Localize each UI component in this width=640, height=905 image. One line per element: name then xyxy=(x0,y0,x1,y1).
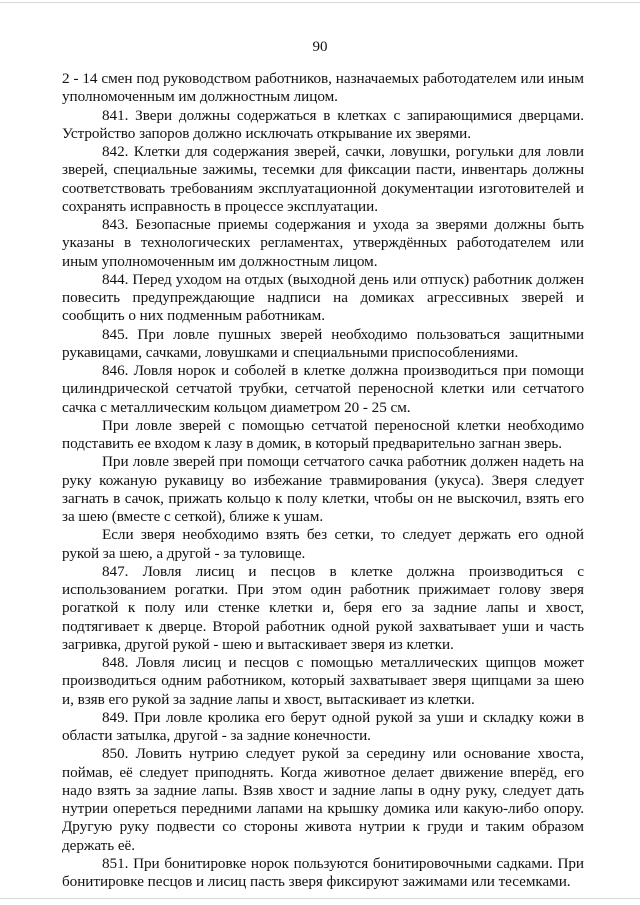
paragraph-847: 847. Ловля лисиц и песцов в клетке должна производиться с использованием рогатки. При этом один работник прижимает голову зверя рогаткой к полу или стенке клетки и, беря его за задние лапы и хвост, подтягивает к дверце. Второй работник одной рукой захватывает уши и часть загривка, другой рукой - шею и вытаскивает зверя из клетки. xyxy=(62,562,584,653)
paragraph-continuation: 2 - 14 смен под руководством работников, назначаемых работодателем или иным уполномоченным им должностным лицом. xyxy=(62,70,584,106)
paragraph-851: 851. При бонитировке норок пользуются бонитировочными садками. При бонитировке песцов и лисиц пасть зверя фиксируют зажимами или тесемками. xyxy=(62,854,584,890)
paragraph-841: 841. Звери должны содержаться в клетках с запирающимися дверцами. Устройство запоров должно исключать открывание их зверями. xyxy=(62,106,584,142)
paragraph-846-no-net: Если зверя необходимо взять без сетки, то следует держать его одной рукой за шею, а другой - за туловище. xyxy=(62,526,584,562)
scan-edge-bottom xyxy=(0,898,640,899)
paragraph-844: 844. Перед уходом на отдых (выходной день или отпуск) работник должен повесить предупреждающие надписи на домиках агрессивных зверей и сообщить о них подменным работникам. xyxy=(62,270,584,325)
document-body xyxy=(62,70,584,891)
paragraph-850: 850. Ловить нутрию следует рукой за середину или основание хвоста, поймав, её следует приподнять. Когда животное делает движение вперёд, его надо взять за задние лапы. Взяв хвост и задние лапы в одну руку, следует дать нутрии опереться передними лапами на крышку домика или какую-либо опору. Другую руку подвести со стороны живота нутрии к груди и таким образом держать её. xyxy=(62,745,584,854)
paragraph-842: 842. Клетки для содержания зверей, сачки, ловушки, рогульки для ловли зверей, специальные зажимы, тесемки для фиксации пасти, инвентарь должны соответствовать требованиям эксплуатационной документации изготовителей и сохранять исправность в процессе эксплуатации. xyxy=(62,143,584,215)
paragraph-846: 846. Ловля норок и соболей в клетке должна производиться при помощи цилиндрической сетчатой трубки, сетчатой переносной клетки или сетчатого сачка с металлическим кольцом диаметром 20 - 25 см. xyxy=(62,362,584,416)
paragraph-848: 848. Ловля лисиц и песцов с помощью металлических щипцов может производиться одним работником, который захватывает зверя щипцами за шею и, взяв его рукой за задние лапы и хвост, вытаскивает из клетки. xyxy=(62,654,584,708)
page-number: 90 xyxy=(312,39,328,55)
paragraph-849: 849. При ловле кролика его берут одной рукой за уши и складку кожи в области затылка, другой - за задние конечности. xyxy=(62,708,584,744)
paragraph-843: 843. Безопасные приемы содержания и ухода за зверями должны быть указаны в технологических регламентах, утверждённых работодателем или иным уполномоченным им должностным лицом. xyxy=(62,216,584,270)
paragraph-846-cage: При ловле зверей с помощью сетчатой переносной клетки необходимо подставить ее входом к лазу в домик, в который предварительно загнан зверь. xyxy=(62,416,584,452)
paragraph-846-net: При ловле зверей при помощи сетчатого сачка работник должен надеть на руку кожаную рукавицу во избежание травмирования (укуса). Зверя следует загнать в сачок, прижать кольцо к полу клетки, чтобы он не выскочил, взять его за шею (вместе с сеткой), ближе к ушам. xyxy=(62,453,584,525)
scan-edge-top xyxy=(0,2,640,3)
paragraph-845: 845. При ловле пушных зверей необходимо пользоваться защитными рукавицами, сачками, ловушками и специальными приспособлениями. xyxy=(62,325,584,361)
